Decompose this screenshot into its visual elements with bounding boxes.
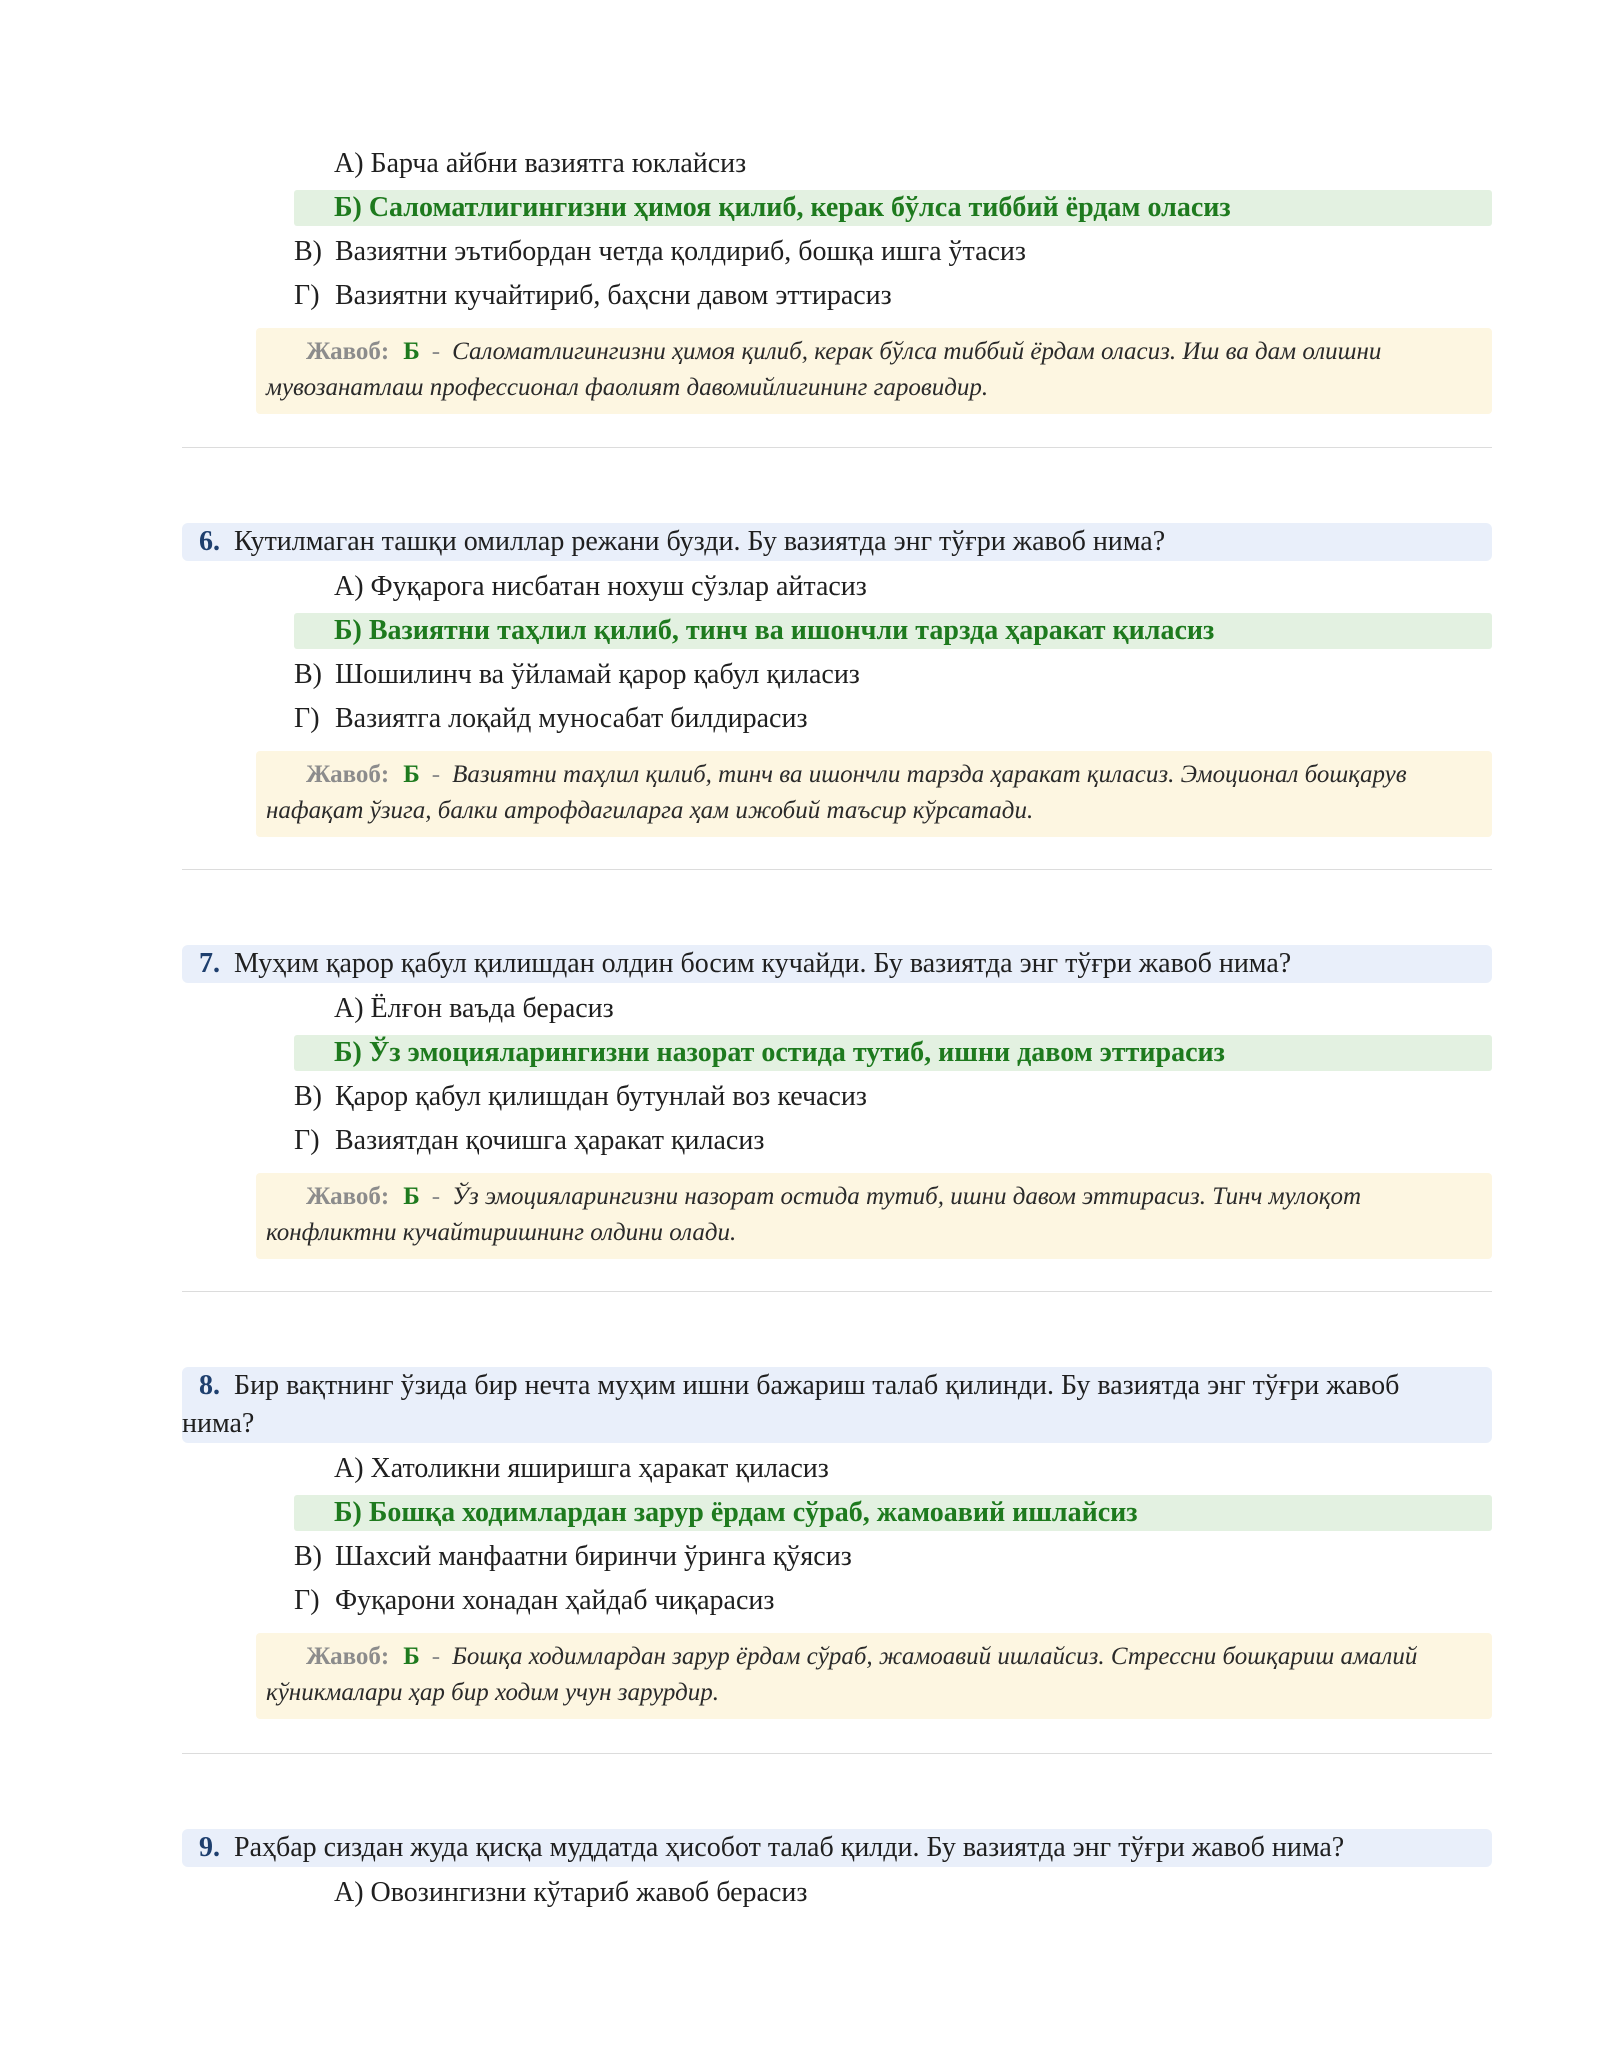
answer-text: Бошқа ходимлардан зарур ёрдам сўраб, жамоавий ишлайсиз. Стрессни бошқариш амалий кўникмалари ҳар бир ходим учун зарурдир.: [266, 1643, 1418, 1706]
question-6: [182, 523, 1492, 561]
question-9: [182, 1829, 1492, 1867]
option-g: [182, 278, 1492, 314]
option-a: А) Овозингизни кўтариб жавоб берасиз: [334, 1877, 808, 1908]
option-v: [182, 657, 1492, 693]
question-block-9: [182, 1829, 1492, 1911]
option-b-correct: Б) Саломатлигингизни ҳимоя қилиб, керак бўлса тиббий ёрдам оласиз: [294, 190, 1492, 226]
answer-letter: Б: [403, 338, 420, 365]
option-text: Фуқарони хонадан ҳайдаб чиқарасиз: [335, 1585, 775, 1616]
question-text: Бир вақтнинг ўзида бир нечта муҳим ишни бажариш талаб қилинди. Бу вазиятда энг тўғри жавоб нима?: [182, 1370, 1400, 1439]
option-text: Шошилинч ва ўйламай қарор қабул қиласиз: [335, 659, 860, 690]
question-block-6: [182, 523, 1492, 837]
question-number: 9.: [199, 1832, 220, 1863]
option-text: Вазиятга лоқайд муносабат билдирасиз: [335, 703, 808, 734]
answer-dash: -: [431, 1183, 441, 1210]
divider: [182, 869, 1492, 870]
option-letter: Г): [294, 703, 320, 734]
question-number: 7.: [199, 948, 220, 979]
answer-label: Жавоб:: [306, 1183, 390, 1210]
answer-dash: -: [431, 1643, 441, 1670]
option-letter: В): [294, 659, 322, 690]
question-number: 6.: [199, 526, 220, 557]
option-letter: В): [294, 236, 322, 267]
option-letter: Г): [294, 280, 320, 311]
question-text: Кутилмаган ташқи омиллар режани бузди. Бу вазиятда энг тўғри жавоб нима?: [234, 526, 1166, 557]
answer-letter: Б: [403, 1643, 420, 1670]
answer-box: [256, 1173, 1492, 1259]
option-letter: В): [294, 1541, 322, 1572]
option-v: [182, 1539, 1492, 1575]
question-text: Раҳбар сиздан жуда қисқа муддатда ҳисобот талаб қилди. Бу вазиятда энг тўғри жавоб нима?: [234, 1832, 1345, 1863]
answer-box: [256, 751, 1492, 837]
option-text: Вазиятни кучайтириб, баҳсни давом эттирасиз: [335, 280, 892, 311]
option-text: Шахсий манфаатни биринчи ўринга қўясиз: [335, 1541, 852, 1572]
answer-text: Вазиятни таҳлил қилиб, тинч ва ишончли тарзда ҳаракат қиласиз. Эмоционал бошқарув нафақат ўзига, балки атрофдагиларга ҳам ижобий таъсир кўрсатади.: [266, 761, 1407, 824]
answer-letter: Б: [403, 1183, 420, 1210]
answer-text: Ўз эмоцияларингизни назорат остида тутиб, ишни давом эттирасиз. Тинч мулоқот конфликтни кучайтиришнинг олдини олади.: [266, 1183, 1362, 1246]
option-b-correct: Б) Бошқа ходимлардан зарур ёрдам сўраб, жамоавий ишлайсиз: [294, 1495, 1492, 1531]
option-a: А) Фуқарога нисбатан нохуш сўзлар айтасиз: [334, 571, 867, 602]
option-text: Вазиятдан қочишга ҳаракат қиласиз: [335, 1125, 765, 1156]
question-block-7: [182, 945, 1492, 1259]
option-text: Қарор қабул қилишдан бутунлай воз кечасиз: [335, 1081, 867, 1112]
question-8: [182, 1367, 1492, 1443]
option-a: А) Барча айбни вазиятга юклайсиз: [334, 148, 747, 179]
divider: [182, 447, 1492, 448]
question-number: 8.: [199, 1370, 220, 1401]
option-b-correct: Б) Вазиятни таҳлил қилиб, тинч ва ишончли тарзда ҳаракат қиласиз: [294, 613, 1492, 649]
answer-label: Жавоб:: [306, 761, 390, 788]
option-v: [182, 234, 1492, 270]
option-letter: Г): [294, 1585, 320, 1616]
answer-box: [256, 1633, 1492, 1719]
option-a: А) Хатоликни яширишга ҳаракат қиласиз: [334, 1453, 829, 1484]
divider: [182, 1291, 1492, 1292]
answer-dash: -: [431, 338, 441, 365]
answer-letter: Б: [403, 761, 420, 788]
answer-label: Жавоб:: [306, 1643, 390, 1670]
option-v: [182, 1079, 1492, 1115]
option-text: Вазиятни эътибордан четда қолдириб, бошқа ишга ўтасиз: [335, 236, 1026, 267]
answer-label: Жавоб:: [306, 338, 390, 365]
answer-dash: -: [431, 761, 441, 788]
option-letter: В): [294, 1081, 322, 1112]
option-letter: Г): [294, 1125, 320, 1156]
option-g: [182, 1123, 1492, 1159]
answer-text: Саломатлигингизни ҳимоя қилиб, керак бўлса тиббий ёрдам оласиз. Иш ва дам олишни мувозанатлаш профессионал фаолият давомийлигининг гаровидир.: [266, 338, 1382, 401]
divider: [182, 1753, 1492, 1754]
option-g: [182, 1583, 1492, 1619]
question-7: [182, 945, 1492, 983]
option-g: [182, 701, 1492, 737]
question-block-continued: [182, 146, 1492, 414]
answer-box: [256, 328, 1492, 414]
option-a: А) Ёлғон ваъда берасиз: [334, 993, 614, 1024]
option-b-correct: Б) Ўз эмоцияларингизни назорат остида тутиб, ишни давом эттирасиз: [294, 1035, 1492, 1071]
question-text: Муҳим қарор қабул қилишдан олдин босим кучайди. Бу вазиятда энг тўғри жавоб нима?: [234, 948, 1292, 979]
question-block-8: [182, 1367, 1492, 1719]
